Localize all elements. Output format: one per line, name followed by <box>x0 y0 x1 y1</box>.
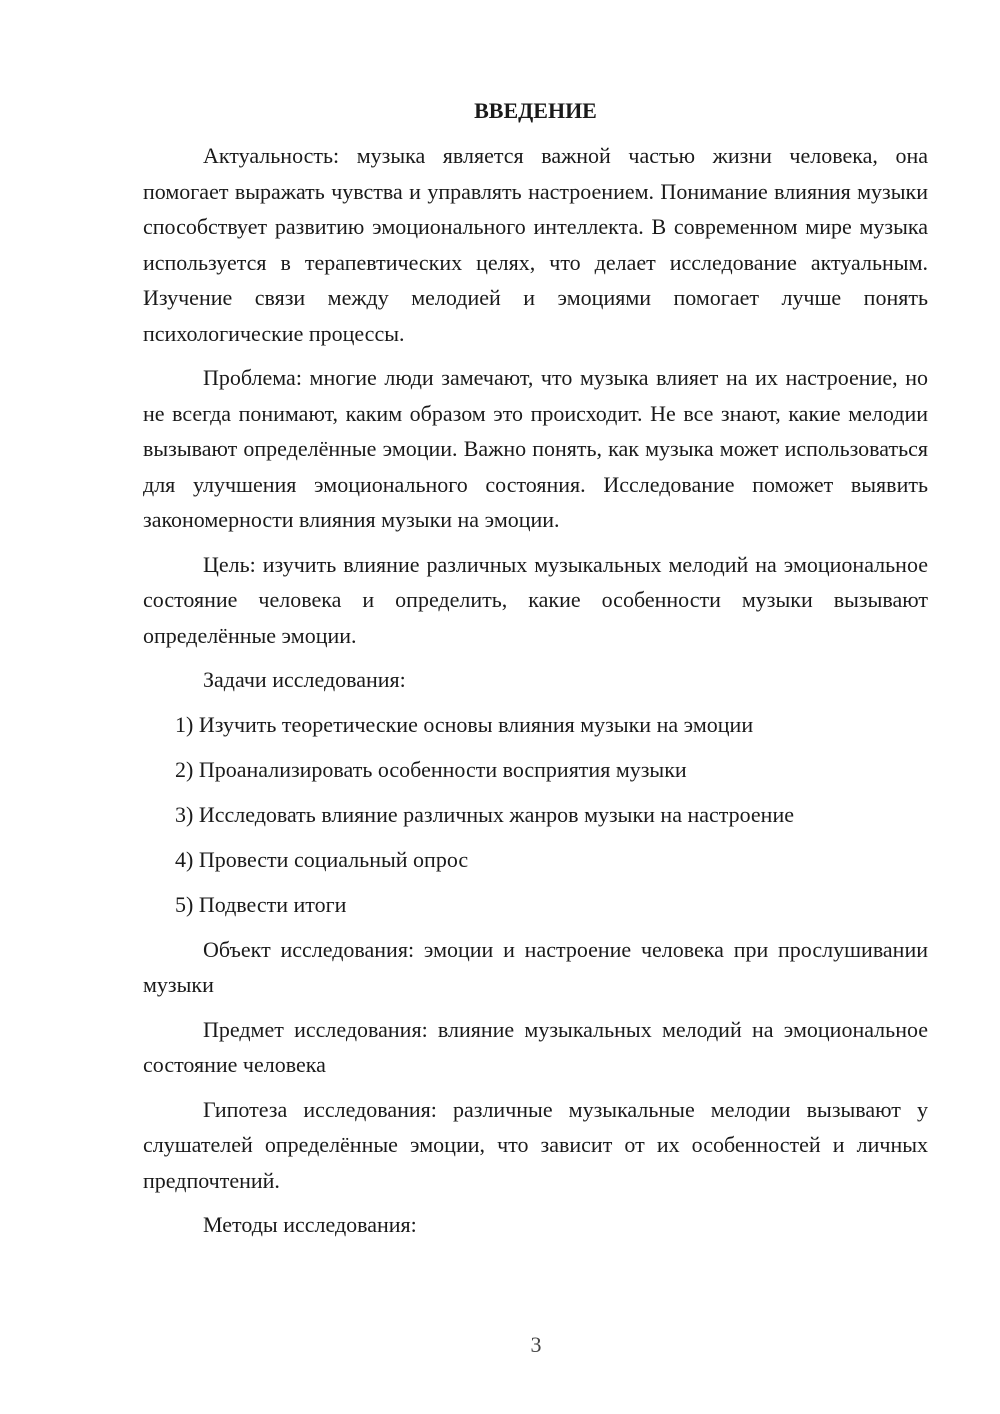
methods-heading: Методы исследования: <box>203 1212 417 1237</box>
list-item: 4) Провести социальный опрос <box>175 846 469 872</box>
list-item: 1) Изучить теоретические основы влияния музыки на эмоции <box>175 711 754 737</box>
object-paragraph: Объект исследования: эмоции и настроение человека при прослушивании музыки <box>143 936 928 997</box>
hypothesis-paragraph: Гипотеза исследования: различные музыкальные мелодии вызывают у слушателей определённые эмоции, что зависит от их особенностей и личных предпочтений. <box>143 1096 928 1193</box>
list-item: 5) Подвести итоги <box>175 891 347 917</box>
document-page <box>143 96 928 1252</box>
page-number: 3 <box>530 1332 542 1357</box>
list-item: 2) Проанализировать особенности восприятия музыки <box>175 756 687 782</box>
relevance-paragraph: Актуальность: музыка является важной частью жизни человека, она помогает выражать чувства и управлять настроением. Понимание влияния музыки способствует развитию эмоционального интеллекта. В современном мире музыка используется в терапевтических целях, что делает исследование актуальным. Изучение связи между мелодией и эмоциями помогает лучше понять психологические процессы. <box>143 143 928 346</box>
goal-paragraph: Цель: изучить влияние различных музыкальных мелодий на эмоциональное состояние человека и определить, какие особенности музыки вызывают определённые эмоции. <box>143 551 928 648</box>
problem-paragraph: Проблема: многие люди замечают, что музыка влияет на их настроение, но не всегда понимают, каким образом это происходит. Не все знают, какие мелодии вызывают определённые эмоции. Важно понять, как музыка может использоваться для улучшения эмоционального состояния. Исследование поможет выявить закономерности влияния музыки на эмоции. <box>143 365 928 532</box>
page-title: ВВЕДЕНИЕ <box>474 98 597 123</box>
tasks-list <box>143 707 928 923</box>
list-item: 3) Исследовать влияние различных жанров музыки на настроение <box>175 801 794 827</box>
tasks-heading: Задачи исследования: <box>203 667 406 692</box>
subject-paragraph: Предмет исследования: влияние музыкальных мелодий на эмоциональное состояние человека <box>143 1016 928 1077</box>
